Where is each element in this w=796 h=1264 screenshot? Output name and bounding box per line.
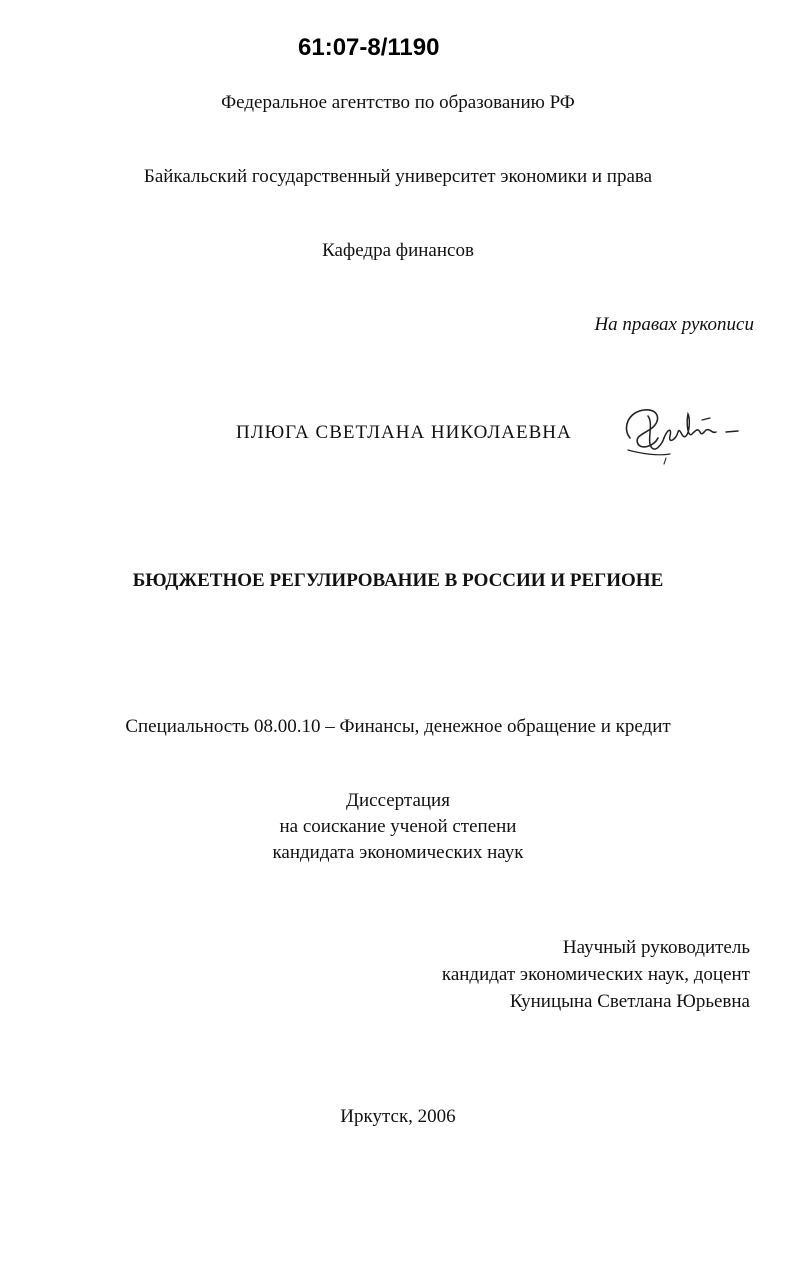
agency-name: Федеральное агентство по образованию РФ	[221, 92, 575, 113]
dissertation-line-1: Диссертация	[346, 790, 450, 811]
archive-stamp-code: 61:07-8/1190	[298, 34, 440, 61]
supervisor-line-2: кандидат экономических наук, доцент	[441, 964, 750, 985]
dissertation-line-2: на соискание ученой степени	[279, 816, 517, 837]
dissertation-title: БЮДЖЕТНОЕ РЕГУЛИРОВАНИЕ В РОССИИ И РЕГИОНЕ	[132, 570, 664, 591]
supervisor-block	[442, 934, 750, 1015]
dissertation-line-3: кандидата экономических наук	[272, 842, 524, 863]
university-name: Байкальский государственный университет экономики и права	[143, 166, 653, 187]
supervisor-line-1: Научный руководитель	[562, 937, 750, 958]
author-name: ПЛЮГА СВЕТЛАНА НИКОЛАЕВНА	[236, 422, 572, 443]
specialty-line: Специальность 08.00.10 – Финансы, денежное обращение и кредит	[125, 716, 671, 737]
manuscript-rights-note: На правах рукописи	[594, 314, 754, 335]
handwritten-signature	[618, 398, 758, 468]
place-year: Иркутск, 2006	[340, 1106, 456, 1127]
department-name: Кафедра финансов	[322, 240, 474, 261]
supervisor-line-3: Куницына Светлана Юрьевна	[509, 991, 750, 1012]
